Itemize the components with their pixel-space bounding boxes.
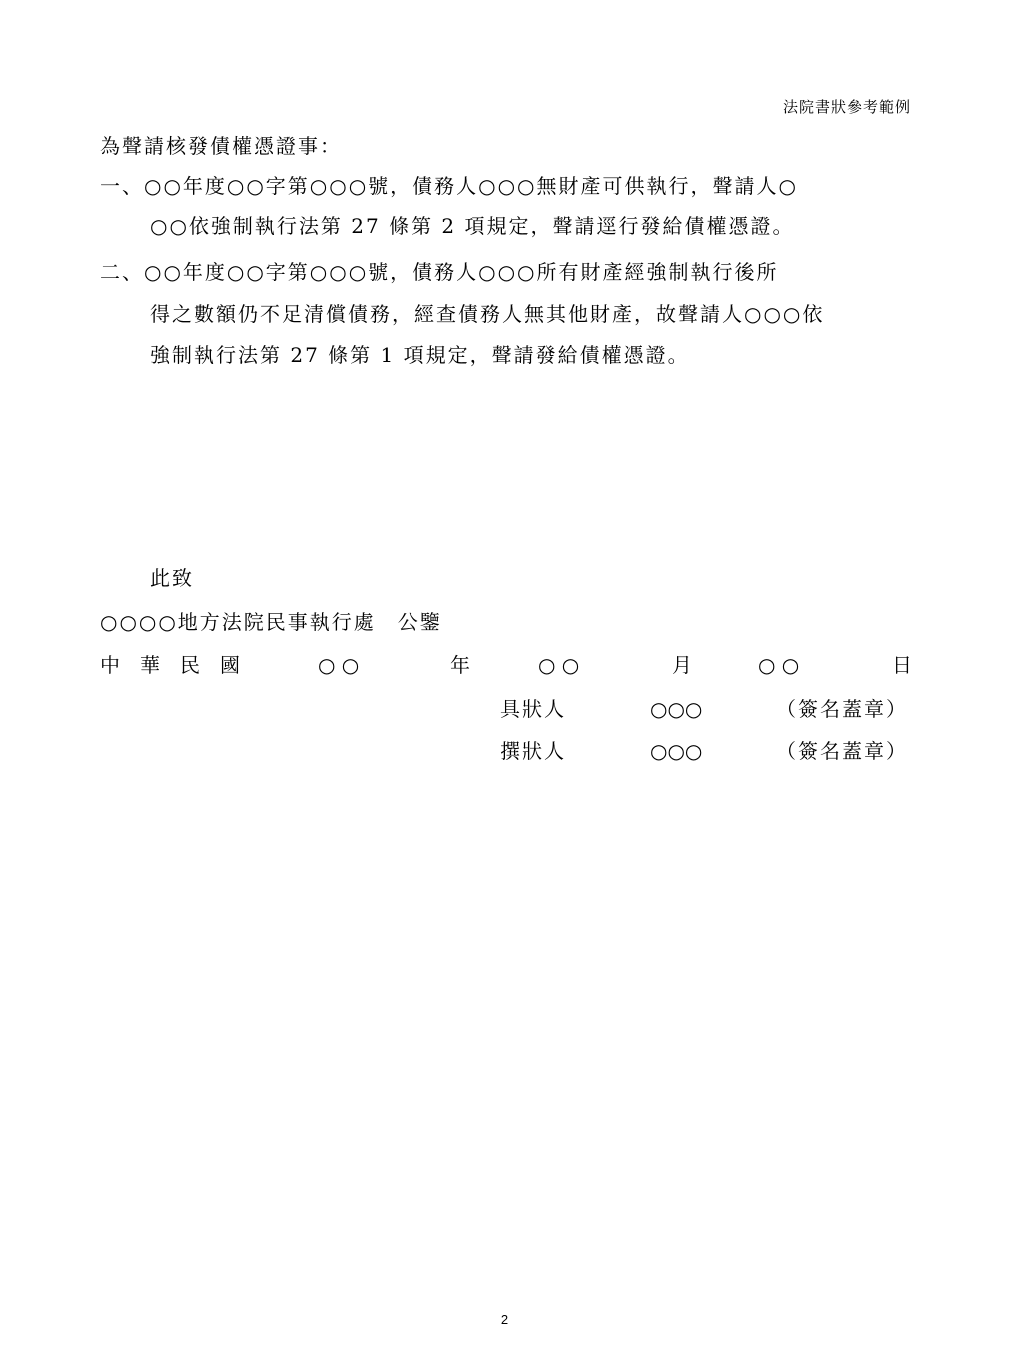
item-2-line-3: 強制執行法第 27 條第 1 項規定，聲請發給債權憑證。 xyxy=(150,343,690,367)
signature-note: （簽名蓋章） xyxy=(776,739,908,763)
item-1-line-1: 一、○○年度○○字第○○○號，債務人○○○無財產可供執行，聲請人○ xyxy=(100,174,798,198)
signature-role: 具狀人 xyxy=(500,697,566,721)
date-year-value: ○ ○ xyxy=(318,653,360,677)
date-month-value: ○ ○ xyxy=(538,653,580,677)
item-1-line-2: ○○依強制執行法第 27 條第 2 項規定，聲請逕行發給債權憑證。 xyxy=(150,214,795,238)
document-header-label: 法院書狀參考範例 xyxy=(782,98,911,116)
signature-row xyxy=(100,696,912,722)
closing-salutation: 此致 xyxy=(150,566,194,590)
page-number: 2 xyxy=(500,1312,509,1327)
signature-row xyxy=(100,738,912,764)
date-line xyxy=(100,652,912,678)
petition-subject: 為聲請核發債權憑證事： xyxy=(100,134,342,158)
date-era-label: 中 華 民 國 xyxy=(100,653,240,677)
signature-note: （簽名蓋章） xyxy=(776,697,908,721)
court-addressee: ○○○○地方法院民事執行處 公鑒 xyxy=(100,610,442,634)
date-day-value: ○ ○ xyxy=(758,653,800,677)
signature-name: ○○○ xyxy=(650,697,703,721)
date-day-unit: 日 xyxy=(892,653,912,677)
signature-role: 撰狀人 xyxy=(500,739,566,763)
item-2-line-2: 得之數額仍不足清償債務，經查債務人無其他財產，故聲請人○○○依 xyxy=(150,302,825,326)
date-year-unit: 年 xyxy=(450,653,470,677)
date-month-unit: 月 xyxy=(672,653,692,677)
signature-name: ○○○ xyxy=(650,739,703,763)
item-2-line-1: 二、○○年度○○字第○○○號，債務人○○○所有財產經強制執行後所 xyxy=(100,260,779,284)
